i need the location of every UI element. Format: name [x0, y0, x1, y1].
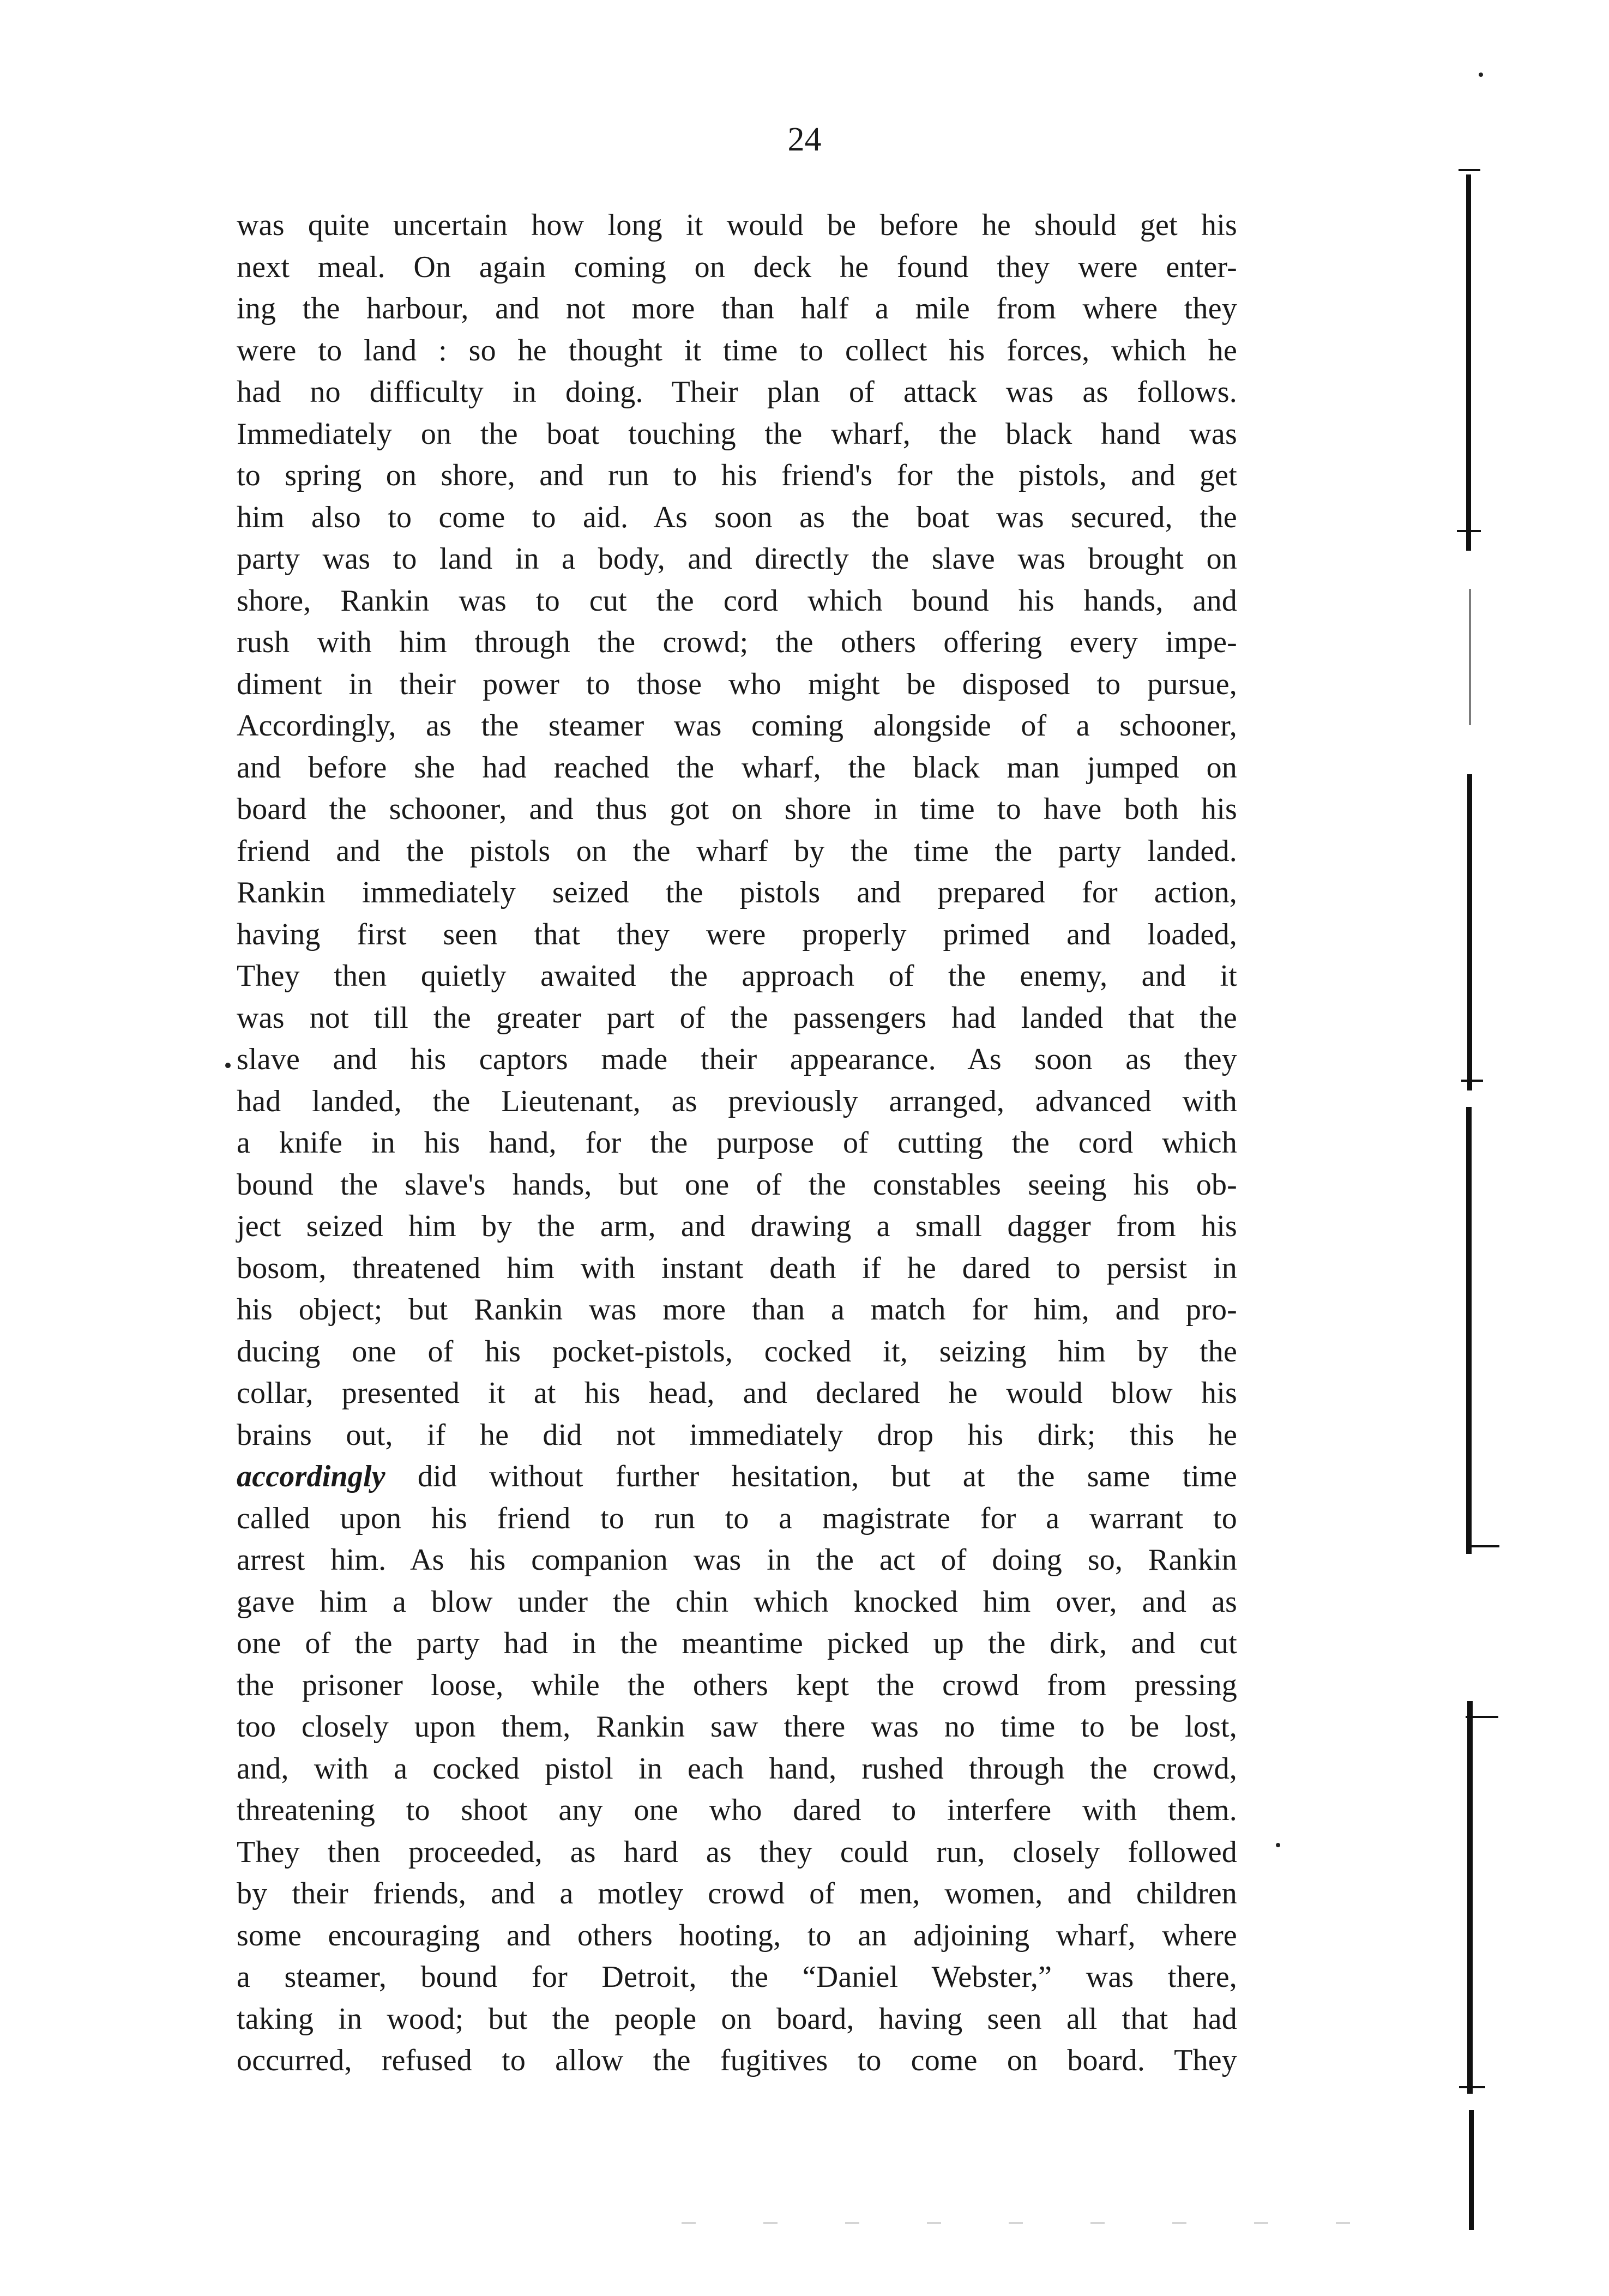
- body-text: [237, 204, 1237, 2082]
- text-line-rest: did without further hesitation, but at the same time: [417, 1460, 1238, 1493]
- margin-dot: [1276, 1843, 1280, 1847]
- text-line: diment in their power to those who might be disposed to pursue,: [237, 667, 1237, 701]
- binding-edge-tick: [1457, 530, 1481, 532]
- text-line: a knife in his hand, for the purpose of cutting the cord which: [237, 1126, 1237, 1160]
- italic-word: accordingly: [237, 1460, 385, 1493]
- page-number: 24: [787, 121, 822, 158]
- text-line: collar, presented it at his head, and declared he would blow his: [237, 1376, 1237, 1410]
- text-line: had no difficulty in doing. Their plan of attack was as follows.: [237, 375, 1237, 409]
- text-line: shore, Rankin was to cut the cord which bound his hands, and: [237, 583, 1237, 618]
- binding-edge-rule: [1466, 174, 1471, 551]
- text-line: next meal. On again coming on deck he found they were enter-: [237, 250, 1237, 284]
- text-line: rush with him through the crowd; the others offering every impe-: [237, 625, 1237, 659]
- text-line: had landed, the Lieutenant, as previously arranged, advanced with: [237, 1084, 1237, 1118]
- text-line: called upon his friend to run to a magistrate for a warrant to: [237, 1501, 1237, 1535]
- text-line: ject seized him by the arm, and drawing a small dagger from his: [237, 1209, 1237, 1243]
- text-line: Accordingly, as the steamer was coming alongside of a schooner,: [237, 709, 1237, 743]
- text-line: and before she had reached the wharf, the black man jumped on: [237, 750, 1237, 785]
- text-line: bound the slave's hands, but one of the constables seeing his ob-: [237, 1167, 1237, 1202]
- text-line: They then proceeded, as hard as they could run, closely followed: [237, 1835, 1237, 1869]
- text-line: taking in wood; but the people on board, having seen all that had: [237, 2002, 1237, 2036]
- text-line: They then quietly awaited the approach of the enemy, and it: [237, 959, 1237, 993]
- margin-dot: [225, 1063, 231, 1068]
- text-line: bosom, threatened him with instant death if he dared to persist in: [237, 1251, 1237, 1285]
- binding-edge-rule: [1467, 774, 1472, 1090]
- binding-edge-rule: [1469, 2110, 1474, 2230]
- text-line: Immediately on the boat touching the wharf, the black hand was: [237, 417, 1237, 451]
- text-line: to spring on shore, and run to his friend's for the pistols, and get: [237, 459, 1237, 492]
- text-line: occurred, refused to allow the fugitives to come on board. They: [237, 2044, 1237, 2077]
- text-line: by their friends, and a motley crowd of men, women, and children: [237, 1877, 1237, 1911]
- text-line: one of the party had in the meantime picked up the dirk, and cut: [237, 1626, 1237, 1660]
- text-line: ducing one of his pocket-pistols, cocked it, seizing him by the: [237, 1334, 1237, 1369]
- text-line: his object; but Rankin was more than a match for him, and pro-: [237, 1293, 1237, 1327]
- text-line: and, with a cocked pistol in each hand, rushed through the crowd,: [237, 1751, 1237, 1786]
- text-line: Rankin immediately seized the pistols and prepared for action,: [237, 876, 1237, 909]
- text-line: gave him a blow under the chin which knocked him over, and as: [237, 1584, 1237, 1619]
- binding-edge-rule: [1466, 1107, 1472, 1554]
- text-line: having first seen that they were properly primed and loaded,: [237, 917, 1237, 951]
- scan-bleed-marks: [682, 2222, 1418, 2224]
- text-line: threatening to shoot any one who dared to interfere with them.: [237, 1793, 1237, 1827]
- text-line: ing the harbour, and not more than half a mile from where they: [237, 292, 1237, 326]
- binding-edge-tick: [1466, 1716, 1498, 1718]
- binding-edge-tick: [1459, 2086, 1485, 2088]
- binding-edge-rule: [1469, 589, 1471, 725]
- text-line: was not till the greater part of the passengers had landed that the: [237, 1001, 1237, 1035]
- binding-edge-tick: [1461, 1080, 1483, 1082]
- binding-edge-tick: [1459, 169, 1480, 171]
- text-line: a steamer, bound for Detroit, the “Daniel Webster,” was there,: [237, 1960, 1237, 1994]
- text-line: him also to come to aid. As soon as the boat was secured, the: [237, 500, 1237, 534]
- text-line: party was to land in a body, and directly the slave was brought on: [237, 542, 1237, 576]
- text-line: some encouraging and others hooting, to an adjoining wharf, where: [237, 1918, 1237, 1952]
- text-line: slave and his captors made their appearance. As soon as they: [237, 1042, 1237, 1076]
- binding-edge-tick: [1469, 1545, 1499, 1547]
- text-line: was quite uncertain how long it would be before he should get his: [237, 208, 1237, 242]
- text-line: brains out, if he did not immediately drop his dirk; this he: [237, 1418, 1237, 1452]
- text-line: board the schooner, and thus got on shore in time to have both his: [237, 792, 1237, 826]
- text-line: too closely upon them, Rankin saw there was no time to be lost,: [237, 1710, 1237, 1744]
- margin-dot: [1479, 73, 1483, 77]
- text-line: the prisoner loose, while the others kept the crowd from pressing: [237, 1668, 1237, 1702]
- binding-edge-rule: [1467, 1701, 1473, 2094]
- text-line: friend and the pistols on the wharf by the time the party landed.: [237, 834, 1237, 868]
- text-line-italic-lead: [237, 1456, 1237, 1498]
- text-line: were to land : so he thought it time to collect his forces, which he: [237, 333, 1237, 367]
- text-line: arrest him. As his companion was in the act of doing so, Rankin: [237, 1543, 1237, 1577]
